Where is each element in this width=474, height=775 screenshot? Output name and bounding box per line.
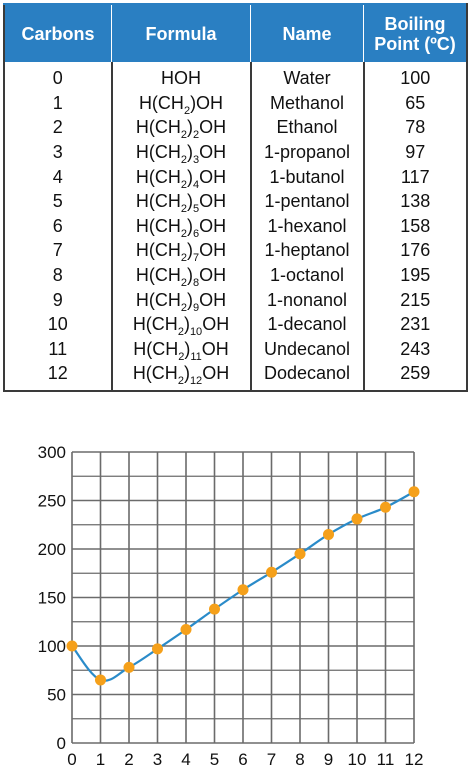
- x-tick-label: 5: [209, 750, 220, 769]
- y-tick-label: 300: [37, 443, 66, 462]
- formula-main: OH: [199, 142, 227, 163]
- data-point: [409, 486, 420, 497]
- formula-main: OH: [199, 117, 227, 138]
- formula-main: H(CH: [132, 363, 178, 384]
- formula-subscript: 2: [180, 129, 187, 142]
- formula-main: OH: [199, 265, 227, 286]
- cell-name: Methanol: [251, 91, 364, 116]
- data-point: [181, 624, 192, 635]
- x-tick-label: 10: [347, 750, 367, 769]
- x-tick-label: 1: [95, 750, 106, 769]
- formula-main: OH: [202, 363, 230, 384]
- formula-subscript: 2: [180, 178, 187, 191]
- cell-formula: [112, 312, 251, 337]
- formula-subscript: 2: [180, 252, 187, 265]
- formula-main: H(CH: [135, 117, 181, 138]
- formula-subscript: 11: [190, 350, 202, 363]
- cell-carbons: 8: [4, 263, 112, 288]
- table-row: [4, 140, 467, 165]
- formula-subscript: 2: [183, 104, 191, 117]
- cell-carbons: 12: [4, 361, 112, 391]
- y-tick-label: 200: [37, 540, 66, 559]
- formula-main: ): [187, 117, 193, 138]
- table-row: [4, 238, 467, 263]
- header-formula: Formula: [112, 4, 251, 62]
- cell-name: 1-nonanol: [251, 287, 364, 312]
- formula-subscript: 4: [193, 178, 200, 191]
- formula-subscript: 2: [177, 375, 184, 388]
- cell-name: 1-propanol: [251, 140, 364, 165]
- cell-carbons: 6: [4, 214, 112, 239]
- cell-carbons: 11: [4, 337, 112, 362]
- table-row: [4, 189, 467, 214]
- cell-name: Dodecanol: [251, 361, 364, 391]
- chart-grid: [72, 452, 414, 743]
- formula-main: H(CH: [135, 215, 181, 236]
- cell-formula: [112, 238, 251, 263]
- cell-name: 1-octanol: [251, 263, 364, 288]
- formula-subscript: 7: [193, 252, 200, 265]
- data-point: [323, 529, 334, 540]
- formula-main: H(CH: [135, 191, 181, 212]
- cell-boiling-point: 195: [364, 263, 468, 288]
- data-point: [209, 604, 220, 615]
- cell-carbons: 0: [4, 62, 112, 91]
- data-point: [124, 662, 135, 673]
- table-row: [4, 91, 467, 116]
- table-header-row: [4, 4, 467, 62]
- table-row: [4, 337, 467, 362]
- x-tick-label: 6: [238, 750, 248, 769]
- cell-boiling-point: 65: [364, 91, 468, 116]
- formula-main: H(CH: [135, 240, 181, 261]
- cell-boiling-point: 117: [364, 164, 468, 189]
- formula-main: H(CH: [135, 289, 181, 310]
- formula-subscript: 3: [193, 154, 200, 167]
- cell-formula: [112, 214, 251, 239]
- cell-name: Undecanol: [251, 337, 364, 362]
- cell-name: 1-hexanol: [251, 214, 364, 239]
- table-row: [4, 62, 467, 91]
- cell-formula: [112, 164, 251, 189]
- formula-main: ): [187, 265, 193, 286]
- cell-name: 1-heptanol: [251, 238, 364, 263]
- formula-main: ): [187, 240, 193, 261]
- cell-formula: [112, 263, 251, 288]
- data-point: [352, 513, 363, 524]
- formula-subscript: 2: [180, 203, 187, 216]
- formula-main: ): [187, 289, 193, 310]
- formula-main: H(CH: [132, 314, 178, 335]
- formula-main: H(CH: [138, 92, 184, 113]
- formula-main: OH: [199, 240, 227, 261]
- cell-carbons: 2: [4, 115, 112, 140]
- x-tick-label: 9: [323, 750, 334, 769]
- x-tick-label: 4: [181, 750, 191, 769]
- table-row: [4, 214, 467, 239]
- y-tick-label: 150: [37, 588, 66, 608]
- formula-main: OH: [202, 314, 230, 335]
- formula-subscript: 8: [193, 277, 200, 290]
- formula-subscript: 2: [180, 301, 187, 314]
- x-tick-label: 0: [67, 750, 77, 769]
- formula-main: ): [187, 166, 193, 187]
- x-tick-label: 8: [295, 750, 305, 769]
- formula-main: OH: [199, 166, 227, 187]
- data-point: [295, 548, 306, 559]
- cell-boiling-point: 138: [364, 189, 468, 214]
- y-tick-label: 100: [37, 637, 66, 656]
- formula-main: HOH: [161, 68, 201, 89]
- cell-carbons: 5: [4, 189, 112, 214]
- formula-subscript: 2: [180, 154, 187, 167]
- y-tick-label: 0: [56, 734, 66, 753]
- cell-boiling-point: 100: [364, 62, 468, 91]
- x-tick-label: 2: [124, 750, 134, 769]
- cell-carbons: 4: [4, 164, 112, 189]
- x-tick-label: 12: [404, 750, 424, 769]
- header-boiling-point: [364, 4, 468, 62]
- formula-main: ): [187, 215, 193, 236]
- formula-subscript: 6: [193, 227, 200, 240]
- cell-boiling-point: 78: [364, 115, 468, 140]
- formula-main: ): [187, 191, 193, 212]
- cell-formula: [112, 140, 251, 165]
- cell-formula: [112, 115, 251, 140]
- cell-boiling-point: 215: [364, 287, 468, 312]
- cell-carbons: 9: [4, 287, 112, 312]
- table-row: [4, 263, 467, 288]
- formula-main: H(CH: [133, 338, 179, 359]
- cell-formula: [112, 189, 251, 214]
- cell-carbons: 3: [4, 140, 112, 165]
- formula-subscript: 12: [189, 375, 203, 388]
- cell-formula: [112, 91, 251, 116]
- cell-name: Water: [251, 62, 364, 91]
- table-row: [4, 361, 467, 391]
- table-row: [4, 115, 467, 140]
- cell-boiling-point: 97: [364, 140, 468, 165]
- cell-formula: [112, 62, 251, 91]
- x-tick-label: 7: [266, 750, 277, 769]
- formula-main: )OH: [190, 92, 224, 113]
- cell-boiling-point: 158: [364, 214, 468, 239]
- data-point: [67, 641, 78, 652]
- cell-name: 1-butanol: [251, 164, 364, 189]
- formula-subscript: 9: [193, 301, 200, 314]
- formula-main: ): [187, 142, 193, 163]
- cell-boiling-point: 231: [364, 312, 468, 337]
- data-point: [152, 643, 163, 654]
- cell-name: 1-pentanol: [251, 189, 364, 214]
- formula-main: ): [183, 314, 190, 335]
- formula-subscript: 2: [193, 129, 200, 142]
- formula-subscript: 2: [177, 326, 184, 339]
- cell-carbons: 10: [4, 312, 112, 337]
- formula-main: ): [184, 338, 191, 359]
- y-tick-label: 250: [37, 491, 66, 511]
- cell-name: 1-decanol: [251, 312, 364, 337]
- table-body: [4, 62, 467, 391]
- cell-boiling-point: 259: [364, 361, 468, 391]
- formula-subscript: 10: [189, 326, 203, 339]
- data-point: [266, 567, 277, 578]
- data-point: [95, 674, 106, 685]
- formula-main: ): [183, 363, 190, 384]
- header-name: Name: [251, 4, 364, 62]
- formula-main: OH: [199, 289, 227, 310]
- x-tick-label: 11: [376, 750, 395, 769]
- formula-subscript: 5: [193, 203, 200, 216]
- x-tick-label: 3: [152, 750, 163, 769]
- formula-main: OH: [199, 191, 227, 212]
- cell-formula: [112, 361, 251, 391]
- boiling-point-chart: [0, 430, 474, 775]
- cell-formula: [112, 337, 251, 362]
- formula-subscript: 2: [180, 277, 187, 290]
- formula-main: OH: [201, 338, 229, 359]
- formula-main: H(CH: [135, 166, 181, 187]
- table-row: [4, 312, 467, 337]
- cell-carbons: 1: [4, 91, 112, 116]
- formula-subscript: 2: [178, 350, 185, 363]
- table-row: [4, 287, 467, 312]
- cell-formula: [112, 287, 251, 312]
- formula-subscript: 2: [180, 227, 187, 240]
- header-boiling-line2: Point (ºC): [374, 33, 456, 54]
- cell-boiling-point: 243: [364, 337, 468, 362]
- header-carbons: Carbons: [4, 4, 112, 62]
- header-boiling-line1: Boiling: [384, 13, 446, 34]
- data-point: [238, 584, 249, 595]
- y-tick-label: 50: [47, 685, 66, 705]
- table-row: [4, 164, 467, 189]
- cell-carbons: 7: [4, 238, 112, 263]
- chart-tick-labels: [38, 443, 424, 769]
- cell-name: Ethanol: [251, 115, 364, 140]
- data-point: [380, 502, 391, 513]
- formula-main: OH: [199, 215, 227, 236]
- boiling-point-table: [3, 3, 468, 392]
- formula-main: H(CH: [135, 142, 181, 163]
- cell-boiling-point: 176: [364, 238, 468, 263]
- formula-main: H(CH: [135, 265, 181, 286]
